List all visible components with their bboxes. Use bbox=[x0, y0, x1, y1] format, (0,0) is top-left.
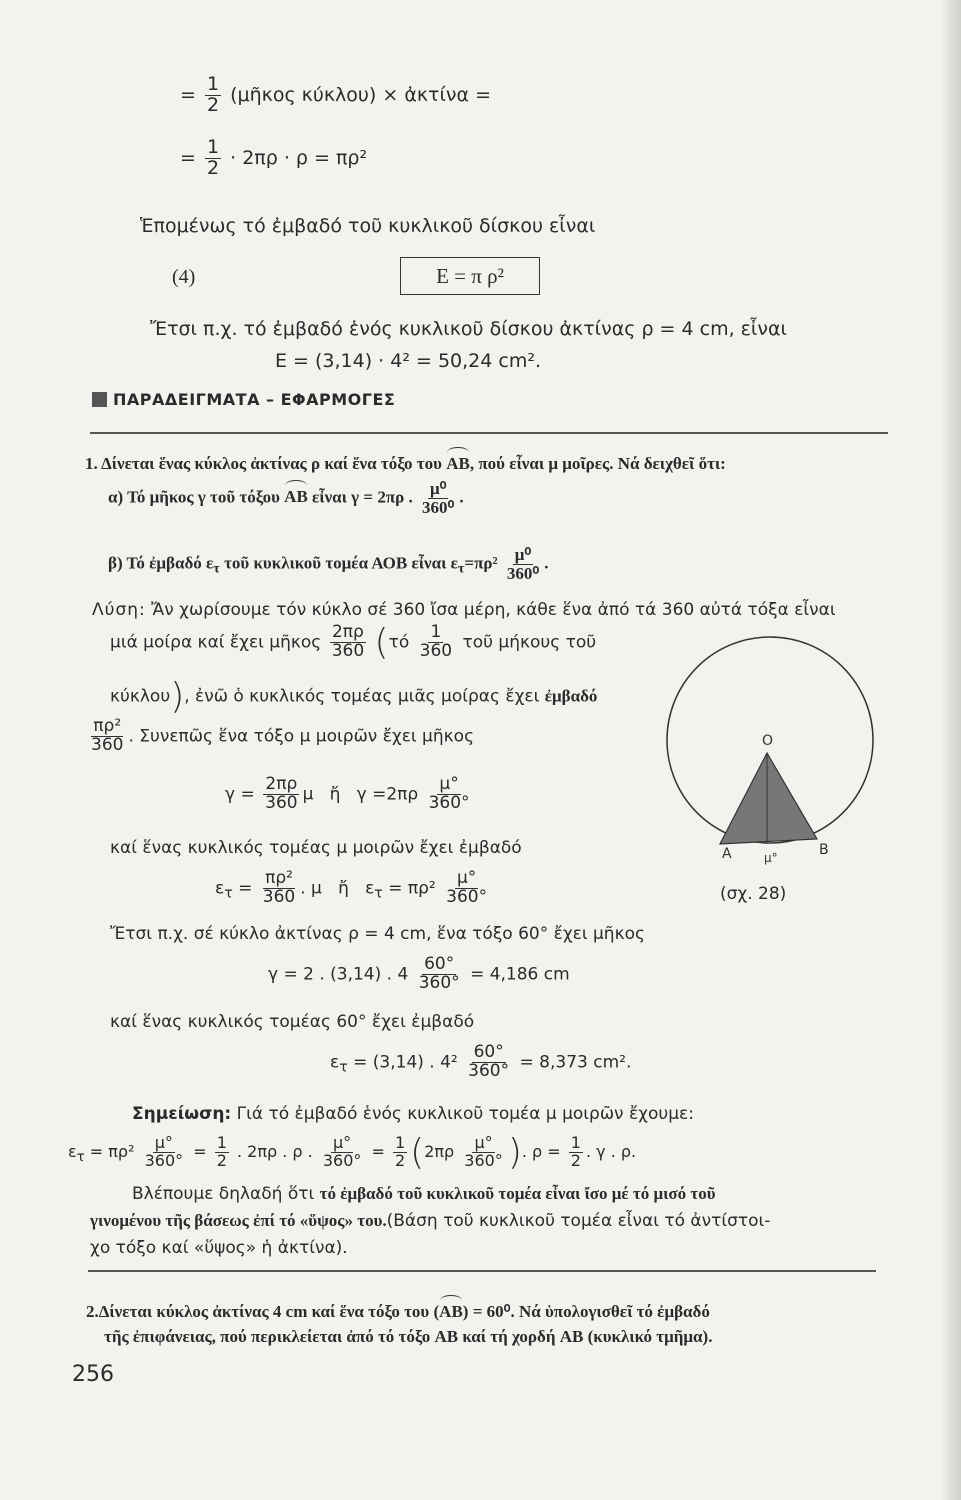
figure-caption: (σχ. 28) bbox=[720, 884, 787, 904]
area-formula: $\varepsilon_\tau$ = $\frac{\text{πρ²}}{360}$ . μ ἤ $\varepsilon_\tau = \pi\rho^2$ $\frac{\mu^\circ}{360^\circ}$ bbox=[215, 868, 488, 907]
solution-line-1: Λύση: Ἄν χωρίσουμε τόν κύκλο σέ 360 ἴσα μέρη, κάθε ἕνα ἀπό τά 360 αὐτά τόξα εἶναι bbox=[92, 600, 836, 620]
formula-box: E = π ρ² bbox=[400, 257, 540, 295]
solution-line-3: κύκλου), ἐνῶ ὁ κυκλικός τομέας μιᾶς μοίρας ἔχει ἐμβαδό bbox=[110, 676, 598, 717]
numeric-area-intro: καί ἕνας κυκλικός τομέας 60° ἔχει ἐμβαδό bbox=[110, 1012, 475, 1032]
divider-top bbox=[90, 432, 888, 434]
example-2-line-1: 2.Δίνεται κύκλος ἀκτίνας 4 cm καί ἕνα τόξο του (AB) = 60⁰. Νά ὑπολογισθεῖ τό ἐμβαδό bbox=[86, 1302, 710, 1321]
area-intro: καί ἕνας κυκλικός τομέας μ μοιρῶν ἔχει ἐμβαδό bbox=[110, 838, 522, 858]
derivation-line-2: = $\frac{1}{2}$ · 2πρ · ρ = πρ² bbox=[180, 136, 368, 179]
section-heading: ΠΑΡΑΔΕΙΓΜΑΤΑ – ΕΦΑΡΜΟΓΕΣ bbox=[92, 390, 395, 409]
page-binding-shadow bbox=[941, 0, 961, 1500]
numeric-gamma: γ = 2 . (3,14) . 4 $\frac{60^\circ}{360^\circ}$ = 4,186 cm bbox=[268, 954, 570, 993]
page-number: 256 bbox=[72, 1362, 114, 1387]
heading-square-icon bbox=[92, 392, 107, 407]
numeric-area: $\varepsilon_\tau = (3,14)$ . 4² $\frac{60^\circ}{360^\circ}$ = 8,373 cm². bbox=[330, 1042, 632, 1081]
solution-line-2: μιά μοίρα καί ἔχει μῆκος $\frac{2\pi\rho}{360}$ (τό $\frac{1}{360}$ τοῦ μήκους τοῦ bbox=[110, 622, 597, 663]
figure-label-angle: μ° bbox=[764, 851, 778, 865]
figure-sector bbox=[720, 753, 817, 844]
figure-label-o: O bbox=[762, 733, 774, 749]
example-1-part-a: α) Τό μῆκος γ τοῦ τόξου AB εἶναι γ = 2πρ . $\frac{\text{μ⁰}}{\text{360⁰}}$ . bbox=[108, 479, 464, 517]
derivation-conclusion: Ἑπομένως τό ἐμβαδό τοῦ κυκλικοῦ δίσκου εἶναι bbox=[140, 215, 596, 237]
example-2-line-2: τῆς ἐπιφάνειας, πού περικλείεται ἀπό τό τόξο AB καί τή χορδή AB (κυκλικό τμῆμα). bbox=[104, 1327, 713, 1346]
example-1-statement: 1. Δίνεται ἕνας κύκλος ἀκτίνας ρ καί ἕνα τόξο του AB, πού εἶναι μ μοῖρες. Νά δειχθεῖ ὅτι: bbox=[85, 454, 726, 473]
sector-figure bbox=[664, 628, 884, 868]
formula-number: (4) bbox=[172, 266, 196, 288]
observation-line-3: χο τόξο καί «ὕψος» ἡ ἀκτίνα). bbox=[90, 1238, 348, 1258]
gamma-formula: γ = $\frac{2\pi\rho}{360}$ μ ἤ γ =2πρ $\frac{\mu^\circ}{360^\circ}$ bbox=[225, 774, 470, 813]
example-line-2: E = (3,14) · 4² = 50,24 cm². bbox=[275, 350, 541, 372]
figure-label-a: A bbox=[722, 846, 732, 862]
derivation-line-1: = $\frac{1}{2}$ (μῆκος κύκλου) × ἀκτίνα = bbox=[180, 73, 492, 116]
solution-line-4: $\frac{\text{πρ²}}{360}$ . Συνεπῶς ἕνα τόξο μ μοιρῶν ἔχει μῆκος bbox=[91, 716, 475, 755]
note-line: Σημείωση: Γιά τό ἐμβαδό ἑνός κυκλικοῦ τομέα μ μοιρῶν ἔχουμε: bbox=[132, 1104, 694, 1124]
example-line-1: Ἔτσι π.χ. τό ἐμβαδό ἑνός κυκλικοῦ δίσκου ἀκτίνας ρ = 4 cm, εἶναι bbox=[150, 318, 787, 340]
observation-line-1: Βλέπουμε δηλαδή ὅτι τό ἐμβαδό τοῦ κυκλικοῦ τομέα εἶναι ἴσο μέ τό μισό τοῦ bbox=[132, 1184, 716, 1204]
note-formula: $\varepsilon_\tau = \pi\rho^2$ $\frac{\mu^\circ}{360^\circ}$ = $\frac{1}{2}$ . 2πρ . ρ . $\frac{\mu^\circ}{360^\circ}$ = $\frac{1}{2}$ (2πρ $\frac{\mu^\circ}{360^\circ}$ ). ρ = $\frac{1}{2}$ . γ . ρ. bbox=[68, 1132, 637, 1173]
divider-bottom bbox=[88, 1270, 876, 1272]
figure-label-b: B bbox=[819, 842, 829, 858]
observation-line-2: γινομένου τῆς βάσεως ἐπί τό «ὕψος» του.(Βάση τοῦ κυκλικοῦ τομέα εἶναι τό ἀντίστοι- bbox=[90, 1211, 771, 1231]
example-1-part-b: β) Τό ἐμβαδό $\varepsilon_\tau$ τοῦ κυκλικοῦ τομέα ΑΟΒ εἶναι $\varepsilon_\tau=\pi\rho^2$ $\frac{\text{μ⁰}}{\text{360⁰}}$ . bbox=[108, 545, 549, 583]
numeric-intro: Ἔτσι π.χ. σέ κύκλο ἀκτίνας ρ = 4 cm, ἕνα τόξο 60° ἔχει μῆκος bbox=[110, 924, 645, 944]
